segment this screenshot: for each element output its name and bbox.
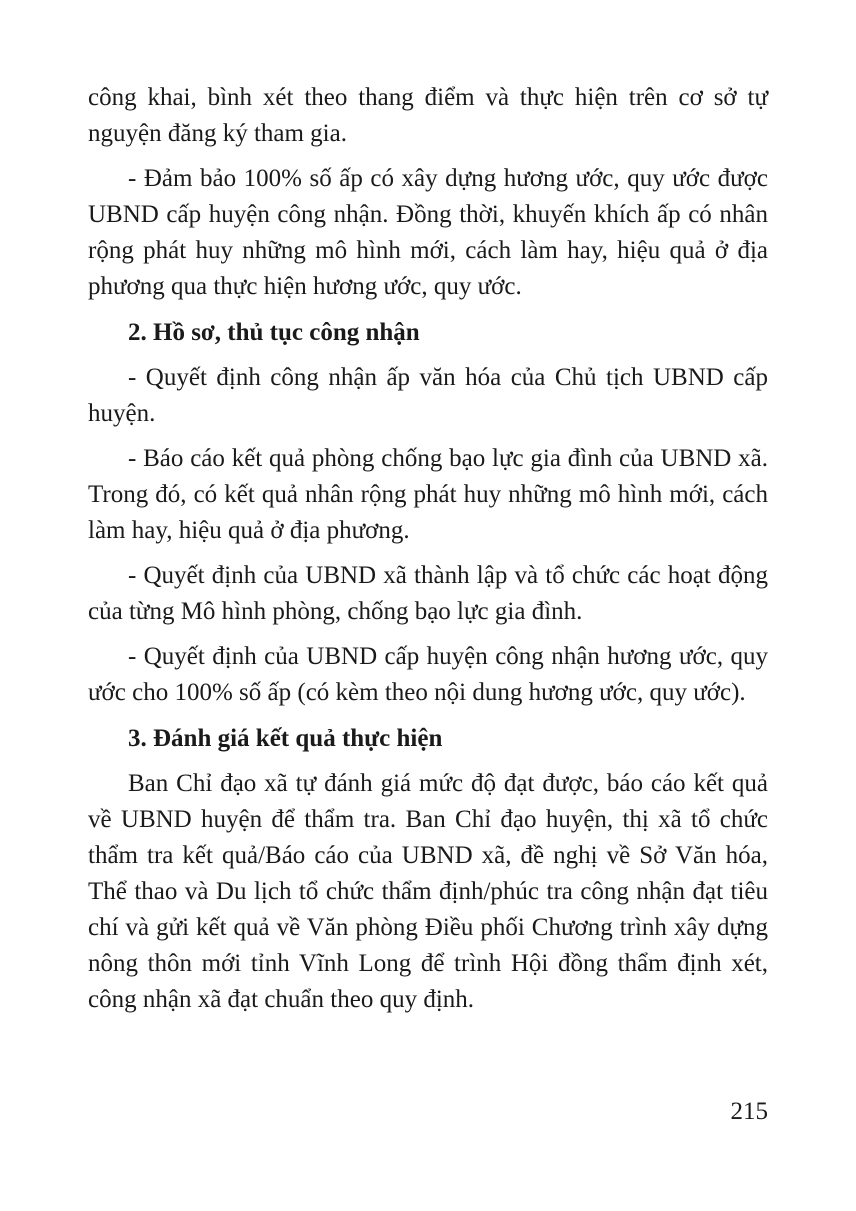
paragraph-village-regulations: - Đảm bảo 100% số ấp có xây dựng hương ước, quy ước được UBND cấp huyện công nhận. Đồng thời, khuyến khích ấp có nhân rộng phát huy những mô hình mới, cách làm hay, hiệu quả ở địa phương qua thực hiện hương ước, quy ước.	[88, 165, 768, 300]
page-number: 215	[730, 1098, 768, 1125]
paragraph-evaluation: Ban Chỉ đạo xã tự đánh giá mức độ đạt được, báo cáo kết quả về UBND huyện để thẩm tra. Ban Chỉ đạo huyện, thị xã tổ chức thẩm tra kết quả/Báo cáo của UBND xã, đề nghị về Sở Văn hóa, Thể thao và Du lịch tổ chức thẩm định/phúc tra công nhận đạt tiêu chí và gửi kết quả về Văn phòng Điều phối Chương trình xây dựng nông thôn mới tỉnh Vĩnh Long để trình Hội đồng thẩm định xét, công nhận xã đạt chuẩn theo quy định.	[88, 770, 768, 1013]
list-item: - Quyết định của UBND xã thành lập và tổ chức các hoạt động của từng Mô hình phòng, chống bạo lực gia đình.	[88, 562, 768, 625]
list-item: - Quyết định công nhận ấp văn hóa của Chủ tịch UBND cấp huyện.	[88, 364, 768, 427]
section-heading-2: 2. Hồ sơ, thủ tục công nhận	[128, 319, 420, 346]
page-content	[88, 80, 768, 1018]
list-item: - Quyết định của UBND cấp huyện công nhận hương ước, quy ước cho 100% số ấp (có kèm theo nội dung hương ước, quy ước).	[88, 643, 768, 706]
list-item: - Báo cáo kết quả phòng chống bạo lực gia đình của UBND xã. Trong đó, có kết quả nhân rộng phát huy những mô hình mới, cách làm hay, hiệu quả ở địa phương.	[88, 445, 768, 544]
section-heading-3: 3. Đánh giá kết quả thực hiện	[128, 725, 443, 752]
paragraph-continuation: công khai, bình xét theo thang điểm và thực hiện trên cơ sở tự nguyện đăng ký tham gia.	[88, 84, 768, 147]
